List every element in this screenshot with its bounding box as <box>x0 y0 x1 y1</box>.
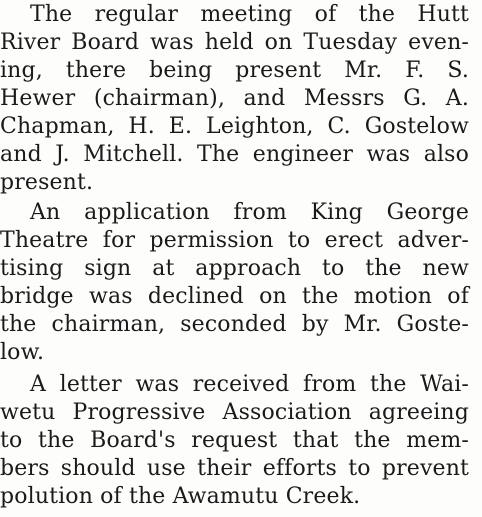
text-line-2: River Board was held on Tuesday even- <box>0 30 469 55</box>
text-line-5: Chapman, H. E. Leighton, C. Gostelow <box>0 114 469 139</box>
text-line-12: the chairman, seconded by Mr. Goste- <box>0 312 469 337</box>
text-line-11: bridge was declined on the motion of <box>0 284 469 309</box>
text-line-10: tising sign at approach to the new <box>0 256 469 281</box>
text-line-13: low. <box>0 340 45 365</box>
text-line-6: and J. Mitchell. The engineer was also <box>0 142 469 167</box>
text-line-8: An application from King George <box>30 200 469 225</box>
text-line-15: wetu Progressive Association agreeing <box>0 400 469 425</box>
text-line-17: bers should use their efforts to prevent <box>0 456 469 481</box>
text-line-18: polution of the Awamutu Creek. <box>0 484 361 509</box>
text-line-16: to the Board's request that the mem- <box>0 428 469 453</box>
text-line-14: A letter was received from the Wai- <box>30 372 469 397</box>
text-line-4: Hewer (chairman), and Messrs G. A. <box>0 86 469 111</box>
text-line-1: The regular meeting of the Hutt <box>30 2 469 27</box>
text-line-7: present. <box>0 170 94 195</box>
text-line-9: Theatre for permission to erect adver- <box>0 228 469 253</box>
text-line-3: ing, there being present Mr. F. S. <box>0 58 469 83</box>
